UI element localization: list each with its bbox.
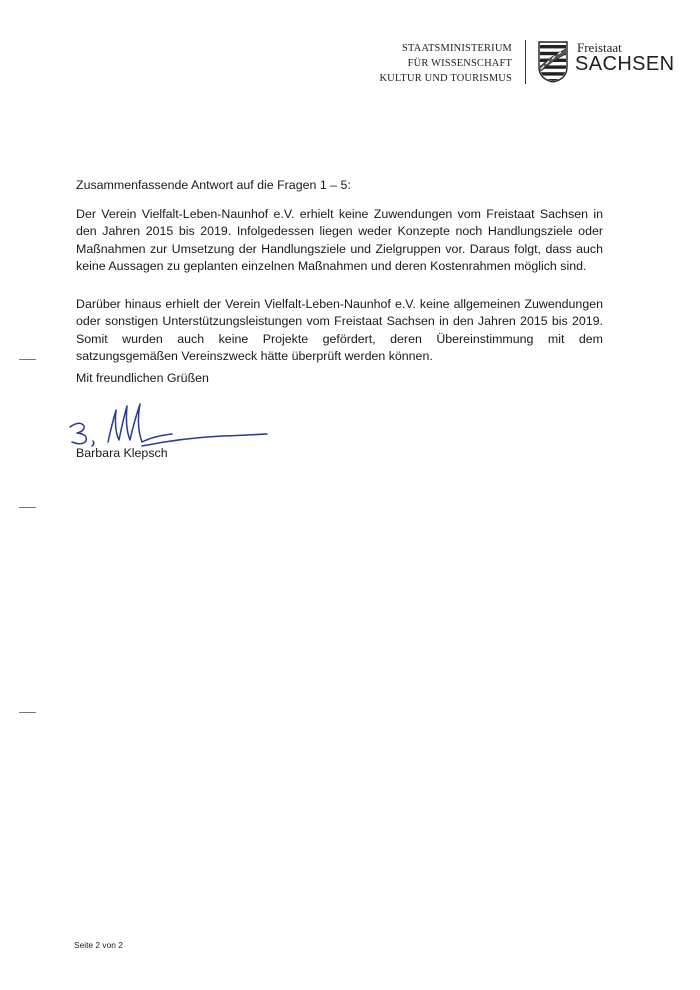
fold-mark [19, 507, 36, 508]
hole-punch-mark [19, 712, 36, 713]
paragraph-support: Darüber hinaus erhielt der Verein Vielfalt-Leben-Naunhof e.V. keine allgemeinen Zuwendungen oder sonstigen Unterstützungsleistungen vom Freistaat Sachsen in den Jahren 2015 bis 2019. Somit wurden auch keine Projekte gefördert, deren Übereinstimmung mit dem satzungsgemäßen Vereinszweck hätte überprüft werden können. [76, 297, 603, 363]
ministry-name [360, 41, 512, 86]
ministry-line-3: KULTUR UND TOURISMUS [379, 73, 512, 84]
paragraph-funding: Der Verein Vielfalt-Leben-Naunhof e.V. erhielt keine Zuwendungen vom Freistaat Sachsen in den Jahren 2015 bis 2019. Infolgedessen liegen weder Konzepte noch Handlungsziele oder Maßnahmen zur Umsetzung der Handlungsziele und Zielgruppen vor. Daraus folgt, dass auch keine Aussagen zu geplanten einzelnen Maßnahmen und deren Kostenrahmen möglich sind. [76, 207, 603, 273]
signer-name: Barbara Klepsch [76, 446, 168, 460]
closing-greeting: Mit freundlichen Grüßen [76, 371, 209, 385]
state-name-top: Freistaat [577, 40, 622, 55]
ministry-line-2: FÜR WISSENSCHAFT [407, 58, 512, 69]
page-number: Seite 2 von 2 [74, 940, 123, 950]
state-name-bottom: SACHSEN [575, 53, 675, 75]
fold-mark [19, 359, 36, 360]
ministry-line-1: STAATSMINISTERIUM [402, 43, 512, 54]
answer-heading: Zusammenfassende Antwort auf die Fragen 1 – 5: [76, 178, 351, 192]
saxony-coat-of-arms-icon [538, 41, 568, 83]
letterhead-divider [525, 40, 526, 84]
